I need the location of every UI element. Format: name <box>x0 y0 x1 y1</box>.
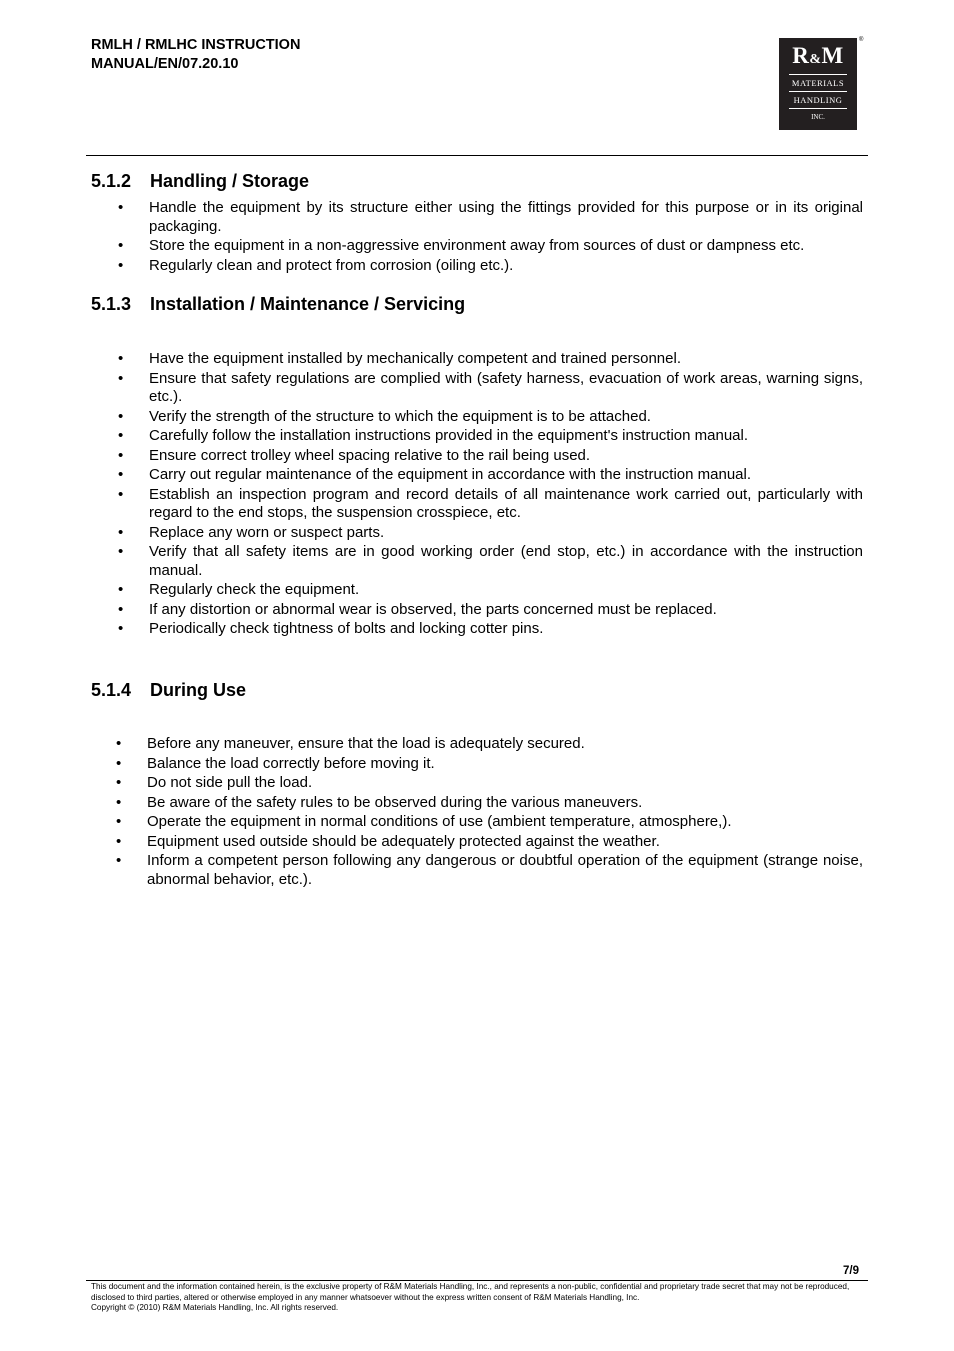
list-item <box>118 446 863 466</box>
section-heading-during-use <box>91 680 246 701</box>
list-item <box>116 735 863 754</box>
logo-monogram: R&M <box>792 43 844 68</box>
logo-materials: MATERIALS <box>791 78 845 88</box>
section-number: 5.1.2 <box>91 171 132 191</box>
bullet-icon: • <box>116 774 122 791</box>
logo-divider <box>789 74 847 75</box>
list-item <box>118 620 863 639</box>
list-item-text: Regularly check the equipment. <box>149 581 360 598</box>
list-item <box>116 832 863 852</box>
registered-mark: ® <box>859 37 864 43</box>
logo-inc: INC. <box>811 113 825 121</box>
list-item-text: Have the equipment installed by mechanically competent and trained personnel. <box>149 350 681 367</box>
bullet-icon: • <box>118 620 124 637</box>
list-item-text: Establish an inspection program and record details of all maintenance work carried out, particularly with regard to the end stops, the suspension crosspiece, etc. <box>149 485 863 521</box>
bullet-icon: • <box>118 543 124 560</box>
list-item-text: Do not side pull the load. <box>147 774 313 791</box>
list-item-text: Verify that all safety items are in good working order (end stop, etc.) in accordance with the instruction manual. <box>149 543 863 579</box>
list-item <box>118 543 863 580</box>
list-item-text: Handle the equipment by its structure either using the fittings provided for this purpose or in its original packaging. <box>149 199 863 235</box>
list-item <box>118 523 863 543</box>
list-item-text: Inform a competent person following any dangerous or doubtful operation of the equipment (strange noise, abnormal behavior, etc.). <box>147 852 863 888</box>
list-item-text: Equipment used outside should be adequately protected against the weather. <box>147 832 660 850</box>
bullet-icon: • <box>118 466 124 483</box>
bullet-icon: • <box>116 813 122 830</box>
list-item <box>118 427 863 446</box>
bullet-icon: • <box>116 754 122 772</box>
header-divider <box>86 155 868 156</box>
list-item <box>118 407 863 427</box>
bullet-icon: • <box>118 485 124 503</box>
bullet-icon: • <box>116 832 122 850</box>
installation-maintenance-list <box>118 350 863 640</box>
header-title-line-2: MANUAL/EN/07.20.10 <box>91 56 239 72</box>
section-title: During Use <box>150 680 247 700</box>
list-item-text: If any distortion or abnormal wear is observed, the parts concerned must be replaced. <box>149 600 717 618</box>
footer-copyright: Copyright © (2010) R&M Materials Handling, Inc. All rights reserved. <box>91 1303 339 1312</box>
bullet-icon: • <box>116 735 122 752</box>
list-item <box>116 774 863 793</box>
document-header <box>91 36 300 74</box>
list-item-text: Periodically check tightness of bolts and locking cotter pins. <box>149 620 544 637</box>
list-item-text: Ensure that safety regulations are complied with (safety harness, evacuation of work areas, warning signs, etc.). <box>149 369 863 405</box>
list-item <box>118 350 863 369</box>
list-item <box>116 813 863 832</box>
section-heading-handling-storage <box>91 171 309 192</box>
bullet-icon: • <box>118 199 124 216</box>
page-number: 7/9 <box>843 1265 859 1277</box>
list-item <box>118 466 863 485</box>
list-item-text: Carefully follow the installation instructions provided in the equipment's instruction manual. <box>149 427 749 444</box>
during-use-list <box>116 735 863 890</box>
footer-notice <box>91 1282 864 1314</box>
list-item <box>116 852 863 889</box>
bullet-icon: • <box>116 793 122 811</box>
bullet-icon: • <box>118 427 124 444</box>
bullet-icon: • <box>118 600 124 618</box>
list-item <box>116 754 863 774</box>
footer-confidentiality: This document and the information contained herein, is the exclusive property of R&M Materials Handling, Inc., and represents a non-public, confidential and proprietary trade secret that may not be reproduced, disclosed to third parties, altered or otherwise employed in any manner whatsoever without the express written consent of R&M Materials Handling, Inc. <box>91 1282 850 1302</box>
company-logo <box>779 38 857 130</box>
list-item-text: Carry out regular maintenance of the equipment in accordance with the instruction manual. <box>149 466 751 483</box>
section-title: Installation / Maintenance / Servicing <box>150 294 466 314</box>
bullet-icon: • <box>118 446 124 464</box>
list-item <box>116 793 863 813</box>
list-item-text: Ensure correct trolley wheel spacing relative to the rail being used. <box>149 446 591 464</box>
list-item <box>118 256 863 276</box>
logo-handling: HANDLING <box>793 95 843 105</box>
section-number: 5.1.4 <box>91 680 132 700</box>
list-item-text: Verify the strength of the structure to which the equipment is to be attached. <box>149 407 651 425</box>
list-item-text: Replace any worn or suspect parts. <box>149 523 385 541</box>
bullet-icon: • <box>118 407 124 425</box>
bullet-icon: • <box>116 852 122 869</box>
list-item <box>118 600 863 620</box>
footer-divider <box>86 1280 868 1281</box>
list-item-text: Regularly clean and protect from corrosion (oiling etc.). <box>149 256 514 274</box>
section-number: 5.1.3 <box>91 294 132 314</box>
section-title: Handling / Storage <box>150 171 310 191</box>
list-item-text: Before any maneuver, ensure that the load is adequately secured. <box>147 735 585 752</box>
list-item <box>118 369 863 407</box>
section-heading-installation-maintenance <box>91 294 465 315</box>
list-item-text: Be aware of the safety rules to be observed during the various maneuvers. <box>147 793 643 811</box>
bullet-icon: • <box>118 237 124 254</box>
bullet-icon: • <box>118 350 124 367</box>
list-item-text: Store the equipment in a non-aggressive environment away from sources of dust or dampness etc. <box>149 237 805 254</box>
handling-storage-list <box>118 199 863 276</box>
bullet-icon: • <box>118 369 124 387</box>
list-item <box>118 485 863 523</box>
logo-divider <box>789 108 847 109</box>
bullet-icon: • <box>118 523 124 541</box>
list-item <box>118 237 863 256</box>
list-item <box>118 199 863 236</box>
header-title-line-1: RMLH / RMLHC INSTRUCTION <box>91 37 301 53</box>
bullet-icon: • <box>118 256 124 274</box>
logo-divider <box>789 91 847 92</box>
list-item-text: Operate the equipment in normal conditions of use (ambient temperature, atmosphere,). <box>147 813 732 830</box>
list-item-text: Balance the load correctly before moving it. <box>147 754 435 772</box>
list-item <box>118 581 863 600</box>
bullet-icon: • <box>118 581 124 598</box>
